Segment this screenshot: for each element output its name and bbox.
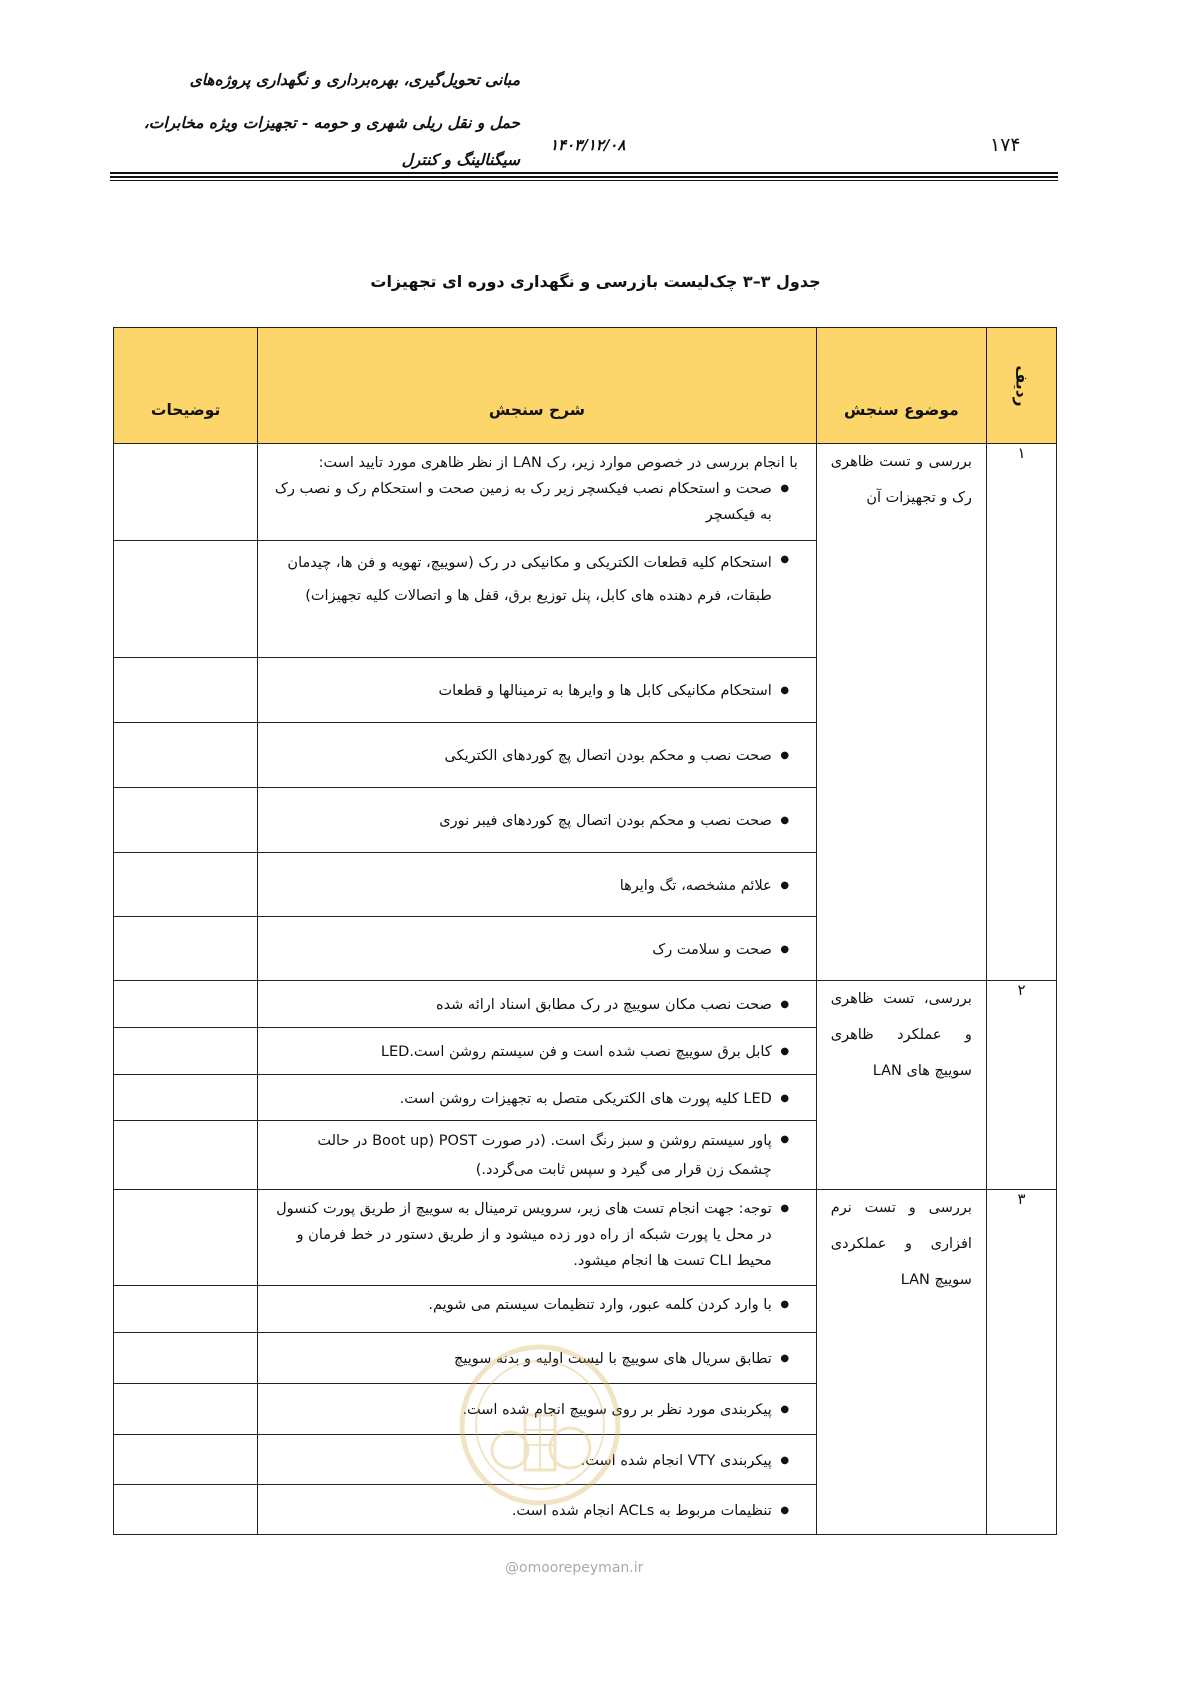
notes-cell [114, 658, 258, 723]
notes-cell [114, 1333, 258, 1384]
notes-cell [114, 1121, 258, 1190]
list-item: ● استحکام کلیه قطعات الکتریکی و مکانیکی در رک (سوییچ، تهویه و فن ها، چیدمان طبقات، فرم دهنده های کابل، پنل توزیع برق، قفل ها و اتصالات کلیه تجهیزات) [270, 547, 798, 613]
bullet-icon: ● [780, 815, 790, 826]
notes-cell [114, 1075, 258, 1121]
header-description: شرح سنجش [258, 328, 817, 444]
description-cell [258, 541, 817, 658]
bullet-icon: ● [780, 1092, 790, 1104]
header-title-line2: حمل و نقل ریلی شهری و حومه - تجهیزات ویژه مخابرات، [143, 113, 520, 132]
notes-cell [114, 1286, 258, 1333]
notes-cell [114, 1384, 258, 1435]
list-item: ● صحت نصب و محکم بودن اتصال پچ کوردهای فیبر نوری [270, 808, 798, 834]
bullet-icon: ● [780, 483, 790, 494]
header-rule [110, 172, 1058, 174]
bullet-icon: ● [780, 1203, 790, 1214]
at-icon: @ [505, 1560, 519, 1576]
notes-cell [114, 723, 258, 788]
bullet-icon: ● [780, 1454, 790, 1466]
header-subject: موضوع سنجش [816, 328, 986, 444]
list-item: ● پیکربندی مورد نظر بر روی سوییچ انجام شده است. [270, 1397, 798, 1423]
notes-cell [114, 444, 258, 541]
description-cell [258, 788, 817, 853]
notes-cell [114, 981, 258, 1028]
header-rule [110, 180, 1058, 181]
row-index: ۱ [986, 444, 1056, 981]
row-subject: بررسی و تست نرم افزاری و عملکردی سوییچ LAN [816, 1190, 986, 1535]
bullet-icon: ● [780, 943, 790, 955]
row-index: ۳ [986, 1190, 1056, 1535]
notes-cell [114, 853, 258, 917]
notes-cell [114, 541, 258, 658]
notes-cell [114, 1435, 258, 1485]
watermark-url: @omoorepeyman.ir [505, 1560, 644, 1576]
description-cell [258, 658, 817, 723]
list-item: ● با وارد کردن کلمه عبور، وارد تنظیمات سیستم می شویم. [270, 1292, 798, 1318]
bullet-icon: ● [780, 1404, 790, 1415]
list-item: ● تنظیمات مربوط به ACLs انجام شده است. [270, 1498, 798, 1524]
description-cell [258, 981, 817, 1028]
bullet-icon: ● [780, 750, 790, 761]
table-row [114, 1190, 1057, 1286]
notes-cell [114, 1485, 258, 1535]
header-date: ۱۴۰۳/۱۲/۰۸ [550, 136, 626, 154]
list-item: ● پاور سیستم روشن و سبز رنگ است. (در صورت POST (Boot up در حالت چشمک زن قرار می گیرد و سپس ثابت می‌گردد.) [270, 1127, 798, 1185]
bullet-icon: ● [780, 1299, 790, 1310]
bullet-icon: ● [780, 999, 790, 1010]
list-item: ● تطابق سریال های سوییچ با لیست اولیه و بدنه سوییچ [270, 1346, 798, 1372]
table-row [114, 444, 1057, 541]
description-cell [258, 723, 817, 788]
bullet-icon: ● [780, 1353, 790, 1364]
bullet-icon: ● [780, 1134, 790, 1145]
description-cell [258, 1028, 817, 1075]
list-item: ● LED کلیه پورت های الکتریکی متصل به تجهیزات روشن است. [270, 1086, 798, 1112]
row-subject: بررسی، تست ظاهری و عملکرد ظاهری سوییچ های LAN [816, 981, 986, 1190]
list-item: ● صحت نصب و محکم بودن اتصال پچ کوردهای الکتریکی [270, 743, 798, 769]
header-rule [110, 176, 1058, 178]
description-cell [258, 917, 817, 981]
header-row-number: ردیف [986, 328, 1056, 444]
list-item: ● استحکام مکانیکی کابل ها و وایرها به ترمینالها و قطعات [270, 678, 798, 704]
list-item: ● کابل برق سوییچ نصب شده است و فن سیستم روشن است.LED [270, 1039, 798, 1065]
notes-cell [114, 1190, 258, 1286]
description-cell [258, 1121, 817, 1190]
intro-text: با انجام بررسی در خصوص موارد زیر، رک LAN از نظر ظاهری مورد تایید است: [318, 455, 798, 471]
list-item: ● توجه: جهت انجام تست های زیر، سرویس ترمینال به سوییچ از طریق پورت کنسول در محل یا پورت شبکه از راه دور زده میشود و از طریق دستور در خط فرمان و محیط CLI تست ها انجام میشود. [270, 1196, 798, 1274]
watermark-seal [455, 1330, 625, 1580]
row-subject: بررسی و تست ظاهری رک و تجهیزات آن [816, 444, 986, 981]
list-item: ● پیکربندی VTY انجام شده است. [270, 1448, 798, 1474]
page-number: ۱۷۴ [990, 134, 1021, 156]
list-item: ● صحت و سلامت رک [270, 937, 798, 963]
list-item: ● علائم مشخصه، تگ وایرها [270, 873, 798, 899]
description-cell [258, 1286, 817, 1333]
list-item: ● صحت نصب مکان سوییچ در رک مطابق اسناد ارائه شده [270, 992, 798, 1018]
row-index: ۲ [986, 981, 1056, 1190]
header-notes: توضیحات [114, 328, 258, 444]
notes-cell [114, 788, 258, 853]
description-cell [258, 444, 817, 541]
notes-cell [114, 917, 258, 981]
notes-cell [114, 1028, 258, 1075]
table-caption: جدول ۳–۳ چک‌لیست بازرسی و نگهداری دوره ای تجهیزات [370, 272, 821, 291]
bullet-icon: ● [780, 685, 790, 696]
bullet-icon: ● [780, 879, 790, 891]
header-title-line1: مبانی تحویل‌گیری، بهره‌برداری و نگهداری پروژه‌های [189, 70, 520, 89]
list-item: ● صحت و استحکام نصب فیکسچر زیر رک به زمین صحت و استحکام رک و نصب رک به فیکسچر [270, 476, 798, 528]
header-title-line3: سیگنالینگ و کنترل [401, 150, 520, 169]
bullet-icon: ● [780, 1504, 790, 1516]
description-cell [258, 1075, 817, 1121]
table-row [114, 981, 1057, 1028]
bullet-icon: ● [780, 1046, 790, 1057]
description-cell [258, 1190, 817, 1286]
bullet-icon: ● [780, 554, 790, 565]
description-cell [258, 853, 817, 917]
table-header-row [114, 328, 1057, 444]
